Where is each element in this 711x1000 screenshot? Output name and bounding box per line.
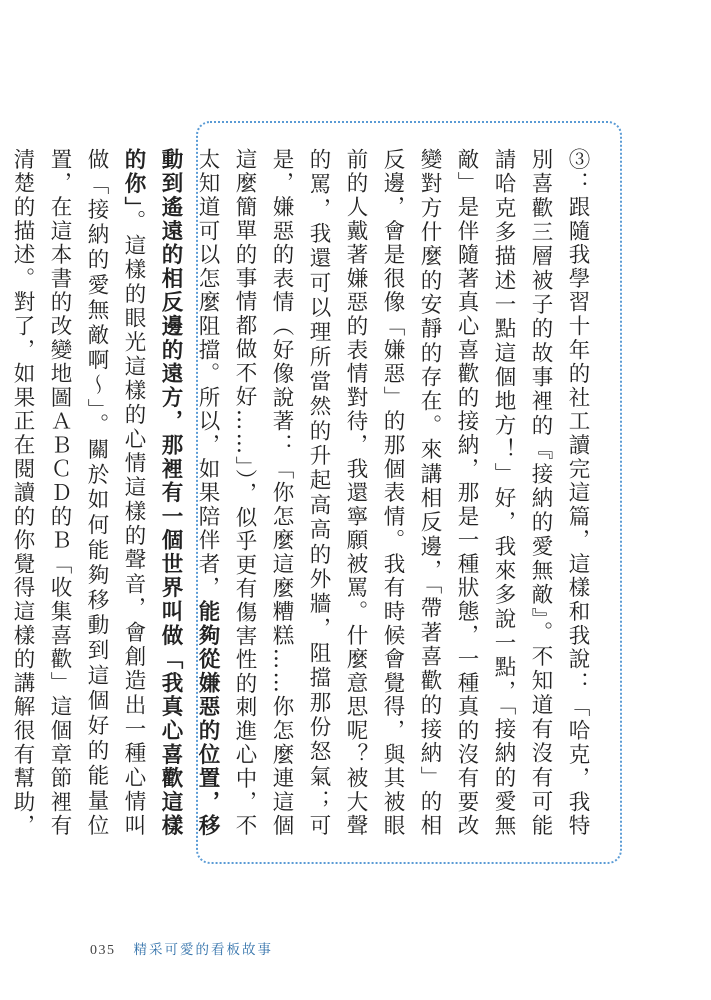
paragraph-text-part-1: ③：跟隨我學習十年的社工讀完這篇，這樣和我說：「哈克，我特別喜歡三層被子的故事裡的『接納的愛無敵』。不知道有沒有可能請哈克多描述一點這個地方！」好，我來多說一點，「接納的愛無敵」是伴隨著真心喜歡的接納，那是一種狀態，一種真的沒有要改變對方什麼的安靜的存在。來講相反邊，「帶著喜歡的接納」的相反邊，會是很像「嫌惡」的那個表情。我有時候會覺得，與其被眼前的人戴著嫌惡的表情對待，我還寧願被罵。什麼意思呢？被大聲的罵，我還可以理所當然的升起高高的外牆，阻擋那份怒氣；可是，嫌惡的表情（好像說著：「你怎麼這麼糟糕……你怎麼連這個這麼簡單的事情都做不好……」），似乎更有傷害性的刺進心中，不太知道可以怎麼阻擋。所以，如果陪伴者， [195, 148, 590, 838]
page-number: 035 [90, 943, 116, 958]
paragraph-text-part-2: 。這樣的眼光這樣的心情這樣的聲音，會創造出一種心情叫做「接納的愛無敵啊～」。關於如何能夠移動到這個好的能量位置，在這本書的改變地圖ＡＢＣＤ的Ｂ「收集喜歡」這個章節裡有清楚的描述。對了，如果正在閱讀的你覺得這樣的講解很有幫助， [10, 148, 146, 838]
vertical-text-block [10, 148, 596, 838]
paragraph-bold-emphasis: 能夠從嫌惡的位置，移動到遙遠的相反邊的遠方，那裡有一個世界叫做「我真心喜歡這樣的你」 [121, 148, 220, 838]
page-footer [90, 938, 273, 959]
body-paragraph [0, 148, 596, 838]
running-title: 精采可愛的看板故事 [133, 942, 273, 958]
